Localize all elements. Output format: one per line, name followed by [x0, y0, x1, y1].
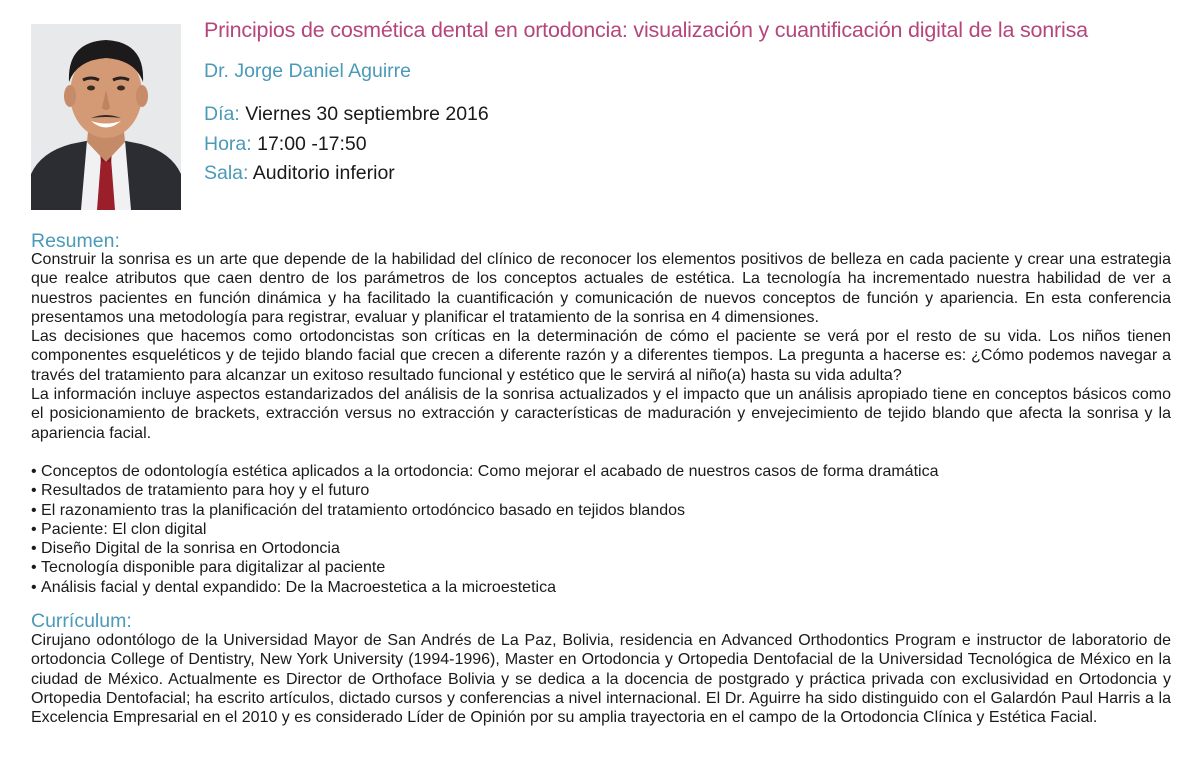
bullet-item: • Conceptos de odontología estética aplicados a la ortodoncia: Como mejorar el acabado de nuestros casos de forma dramática — [31, 462, 938, 481]
room-label: Sala: — [204, 162, 249, 184]
summary-paragraph: Las decisiones que hacemos como ortodoncistas son críticas en la determinación de cómo el paciente se verá por el resto de su vida. Los niños tienen componentes esqueléticos y de tejido blando facial que crecen a diferente razón y a diferentes tiempos. La pregunta a hacerse es: ¿Cómo podemos navegar a través del tratamiento para alcanzar un exitoso resultado funcional y estético que le servirá al niño(a) hasta su vida adulta? — [31, 328, 1171, 384]
summary-paragraph: Construir la sonrisa es un arte que depende de la habilidad del clínico de reconocer los elementos positivos de belleza en cada paciente y crear una estrategia que realce atributos que caen dentro de los parámetros de los conceptos actuales de estética. La tecnología ha incrementado nuestra habilidad de ver a nuestros pacientes en función dinámica y ha facilitado la cuantificación y comunicación de nuevos conceptos de función y apariencia. En esta conferencia presentamos una metodología para registrar, evaluar y planificar el tratamiento de la sonrisa en 4 dimensiones. — [31, 251, 1171, 326]
bullet-item: • Tecnología disponible para digitalizar al paciente — [31, 558, 938, 577]
room-row — [204, 162, 395, 185]
day-row — [204, 103, 489, 126]
bullet-item: • Análisis facial y dental expandido: De la Macroestetica a la microestetica — [31, 578, 938, 597]
talk-title: Principios de cosmética dental en ortodoncia: visualización y cuantificación digital de la sonrisa — [204, 18, 1088, 42]
summary-paragraph: La información incluye aspectos estandarizados del análisis de la sonrisa actualizados y el impacto que un análisis apropiado tiene en conceptos básicos como el posicionamiento de brackets, extracción versus no extracción y características de maduración y envejecimiento de tejido blando que afecta la sonrisa y la apariencia facial. — [31, 386, 1171, 442]
bullet-item: • El razonamiento tras la planificación del tratamiento ortodóncico basado en tejidos blandos — [31, 501, 938, 520]
curriculum-paragraph: Cirujano odontólogo de la Universidad Mayor de San Andrés de La Paz, Bolivia, residencia en Advanced Orthodontics Program e instructor de laboratorio de ortodoncia College of Dentistry, New York University (1994-1996), Master en Ortodoncia y Ortopedia Dentofacial de la Universidad Tecnológica de México en la ciudad de México. Actualmente es Director de Orthoface Bolivia y se dedica a la docencia de postgrado y práctica privada con exclusividad en Ortodoncia y Ortopedia Dentofacial; ha escrito artículos, dictado cursos y conferencias a nivel internacional. El Dr. Aguirre ha sido distinguido con el Galardón Paul Harris a la Excelencia Empresarial en el 2010 y es considerado Líder de Opinión por su amplia trayectoria en el campo de la Ortodoncia Clínica y Estética Facial. — [31, 632, 1171, 727]
time-label: Hora: — [204, 133, 252, 155]
summary-heading: Resumen: — [31, 230, 120, 252]
summary-bullet-list — [31, 462, 938, 597]
bullet-item: • Resultados de tratamiento para hoy y el futuro — [31, 481, 938, 500]
portrait-image — [31, 24, 181, 210]
bullet-item: • Diseño Digital de la sonrisa en Ortodoncia — [31, 539, 938, 558]
day-value: Viernes 30 septiembre 2016 — [245, 103, 489, 125]
curriculum-heading: Currículum: — [31, 610, 132, 632]
speaker-name: Dr. Jorge Daniel Aguirre — [204, 60, 412, 82]
curriculum-body — [31, 631, 1171, 727]
speaker-photo — [31, 24, 181, 210]
day-label: Día: — [204, 103, 240, 125]
room-value: Auditorio inferior — [252, 162, 395, 184]
time-row — [204, 133, 367, 156]
summary-body — [31, 250, 1171, 443]
bullet-item: • Paciente: El clon digital — [31, 520, 938, 539]
time-value: 17:00 -17:50 — [257, 133, 367, 155]
